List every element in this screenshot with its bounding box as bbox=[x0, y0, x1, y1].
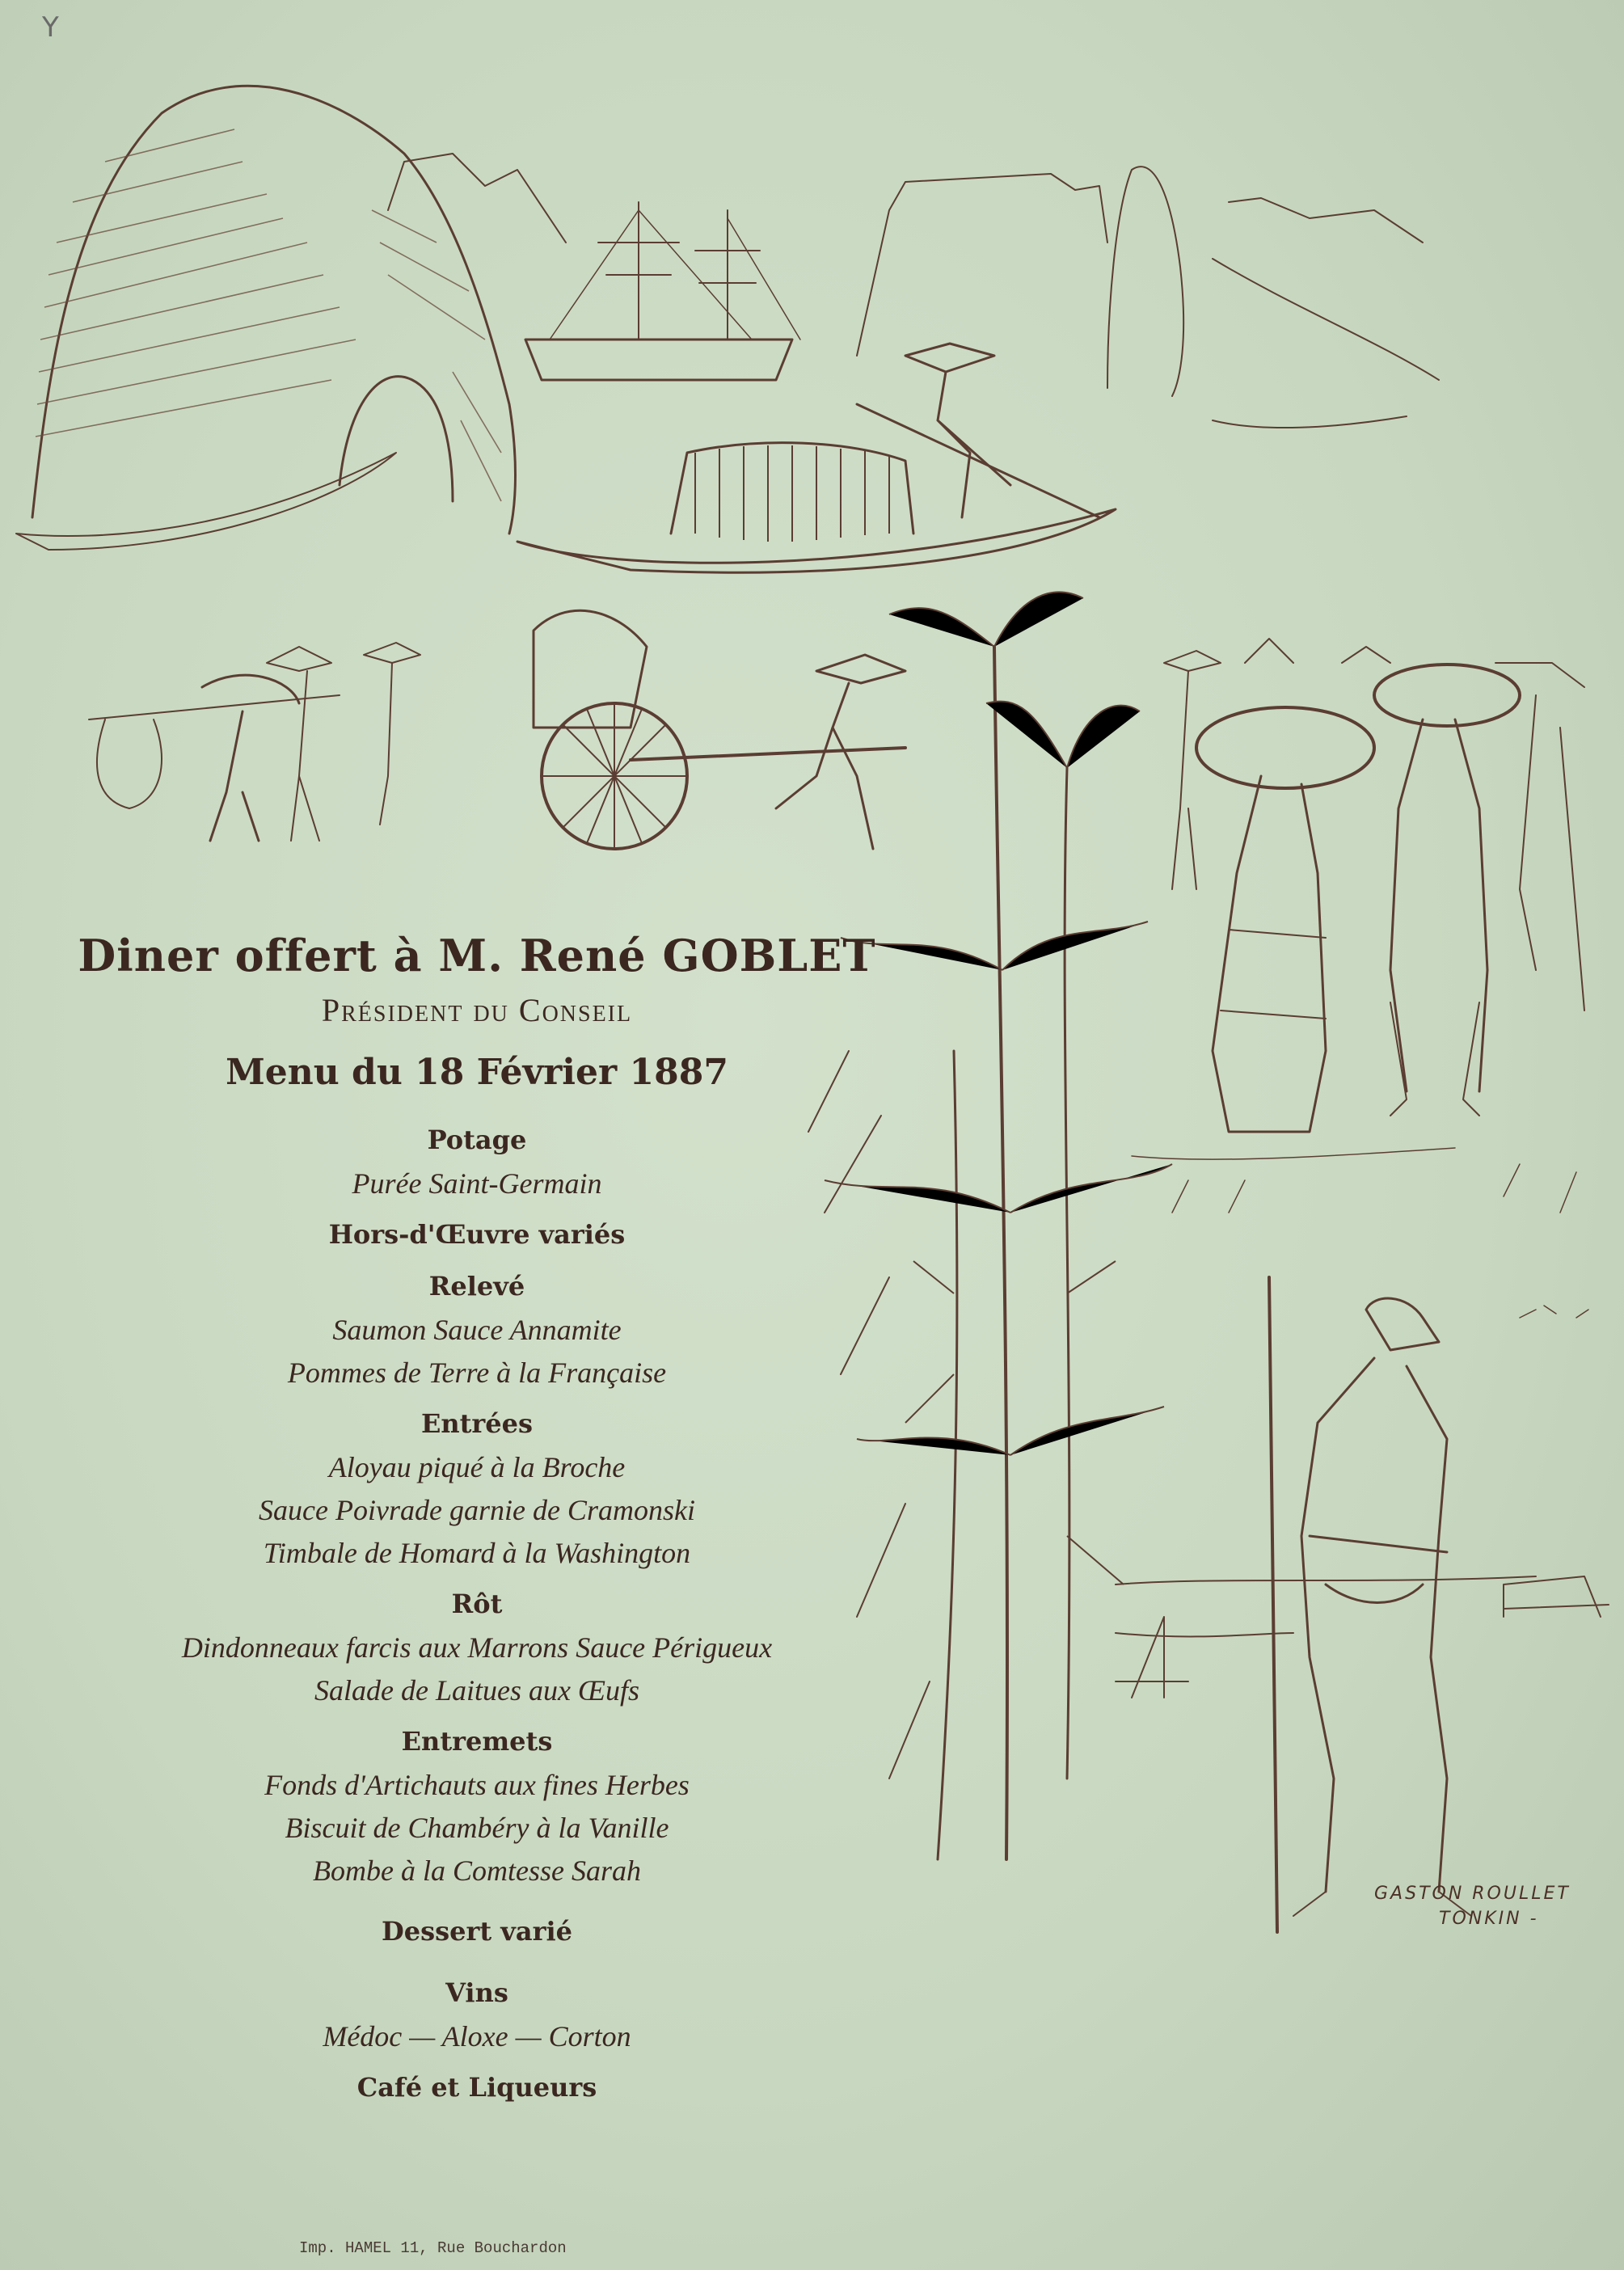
dish-item: Médoc — Aloxe — Corton bbox=[323, 2020, 631, 2053]
dish-item: Aloyau piqué à la Broche bbox=[328, 1451, 626, 1483]
course-cafe: Café et Liqueurs bbox=[356, 2072, 597, 2103]
course-dessert: Dessert varié bbox=[382, 1916, 572, 1947]
steamship-drawing bbox=[525, 202, 800, 380]
dish-item: Salade de Laitues aux Œufs bbox=[314, 1674, 639, 1707]
villagers-drawing bbox=[1132, 639, 1584, 1213]
rickshaw-scene-drawing bbox=[89, 610, 905, 849]
course-vins: Vins bbox=[445, 1977, 508, 2008]
dish-item: Dindonneaux farcis aux Marrons Sauce Périgueux bbox=[181, 1631, 773, 1664]
soldier-drawing bbox=[1116, 1277, 1609, 1932]
corner-mark: Y bbox=[42, 11, 59, 44]
course-rot: Rôt bbox=[451, 1589, 503, 1619]
sampan-drawing bbox=[16, 344, 1407, 572]
dish-item: Pommes de Terre à la Française bbox=[287, 1357, 667, 1389]
dish-item: Timbale de Homard à la Washington bbox=[263, 1537, 691, 1569]
course-potage: Potage bbox=[427, 1124, 527, 1155]
dish-item: Biscuit de Chambéry à la Vanille bbox=[285, 1812, 669, 1844]
artist-signature bbox=[1374, 1884, 1617, 1929]
dish-item: Fonds d'Artichauts aux fines Herbes bbox=[264, 1769, 690, 1801]
printer-imprint: Imp. HAMEL 11, Rue Bouchardon bbox=[299, 2239, 567, 2257]
signature-name: GASTON ROULLET bbox=[1374, 1884, 1571, 1904]
course-releve: Relevé bbox=[428, 1271, 525, 1302]
dish-item: Sauce Poivrade garnie de Cramonski bbox=[259, 1494, 695, 1526]
dinner-title: Diner offert à M. René GOBLET bbox=[78, 930, 876, 981]
signature-place: TONKIN - bbox=[1439, 1909, 1539, 1929]
course-hors-doeuvre: Hors-d'Œuvre variés bbox=[328, 1219, 626, 1250]
menu-text-block bbox=[73, 930, 881, 2110]
menu-date: Menu du 18 Février 1887 bbox=[226, 1052, 728, 1093]
dish-item: Purée Saint-Germain bbox=[352, 1167, 602, 1200]
karst-arch-drawing bbox=[32, 86, 516, 534]
course-entrees: Entrées bbox=[420, 1408, 534, 1439]
dish-item: Bombe à la Comtesse Sarah bbox=[313, 1854, 641, 1887]
subtitle: Président du Conseil bbox=[321, 992, 633, 1028]
dish-item: Saumon Sauce Annamite bbox=[332, 1314, 622, 1346]
course-entremets: Entremets bbox=[401, 1726, 553, 1757]
